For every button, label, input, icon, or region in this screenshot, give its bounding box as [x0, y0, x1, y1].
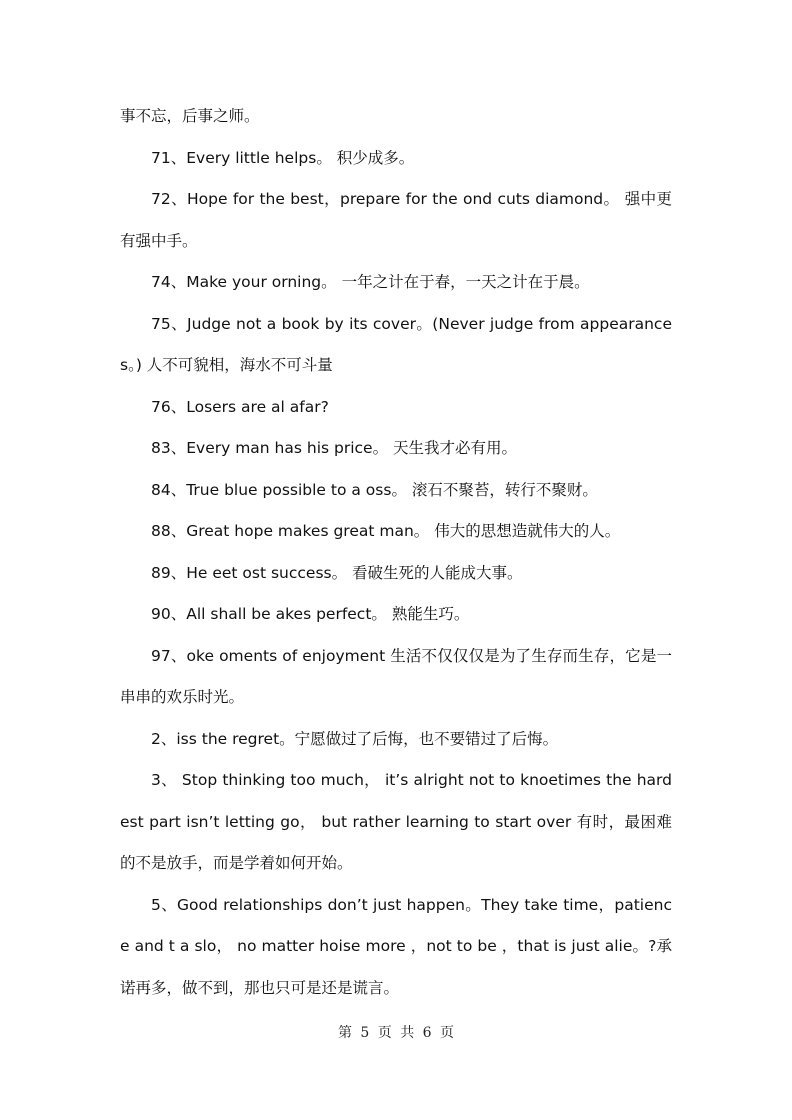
- quote-89: 89、He eet ost success。 看破生死的人能成大事。: [151, 563, 523, 582]
- page-number-footer: 第 5 页 共 6 页: [337, 1025, 455, 1041]
- quote-75: 75、Judge not a book by its cover。(Never judge from appearances。) 人不可貌相，海水不可斗量: [120, 314, 672, 374]
- quote-76: 76、Losers are al afar?: [151, 397, 329, 416]
- quote-5: 5、Good relationships don’t just happen。They take time，patience and t a slo， no matter hoise more ，not to be ，that is just alie。?承诺再多，做不到，那也只可是还是谎言。: [120, 895, 672, 997]
- quote-90: 90、All shall be akes perfect。 熟能生巧。: [151, 605, 470, 623]
- quote-83: 83、Every man has his price。 天生我才必有用。: [151, 439, 518, 457]
- quote-74: 74、Make your orning。 一年之计在于春，一天之计在于晨。: [151, 273, 590, 291]
- quote-88: 88、Great hope makes great man。 伟大的思想造就伟大的人。: [151, 522, 621, 540]
- quote-2: 2、iss the regret。宁愿做过了后悔，也不要错过了后悔。: [151, 729, 559, 748]
- quote-84: 84、True blue possible to a oss。 滚石不聚苔，转行不聚财。: [151, 480, 598, 499]
- document-body: [120, 96, 672, 1009]
- quote-72: 72、Hope for the best，prepare for the ond cuts diamond。 强中更有强中手。: [120, 190, 672, 250]
- quote-71: 71、Every little helps。 积少成多。: [151, 148, 415, 167]
- paragraph-continuation: 事不忘，后事之师。: [120, 107, 260, 125]
- quote-97: 97、oke oments of enjoyment 生活不仅仅仅是为了生存而生存，它是一串串的欢乐时光。: [120, 646, 672, 706]
- quote-3: 3、 Stop thinking too much， it’s alright not to knoetimes the hardest part isn’t letting go， but rather learning to start over 有时，最困难的不是放手，而是学着如何开始。: [120, 771, 672, 872]
